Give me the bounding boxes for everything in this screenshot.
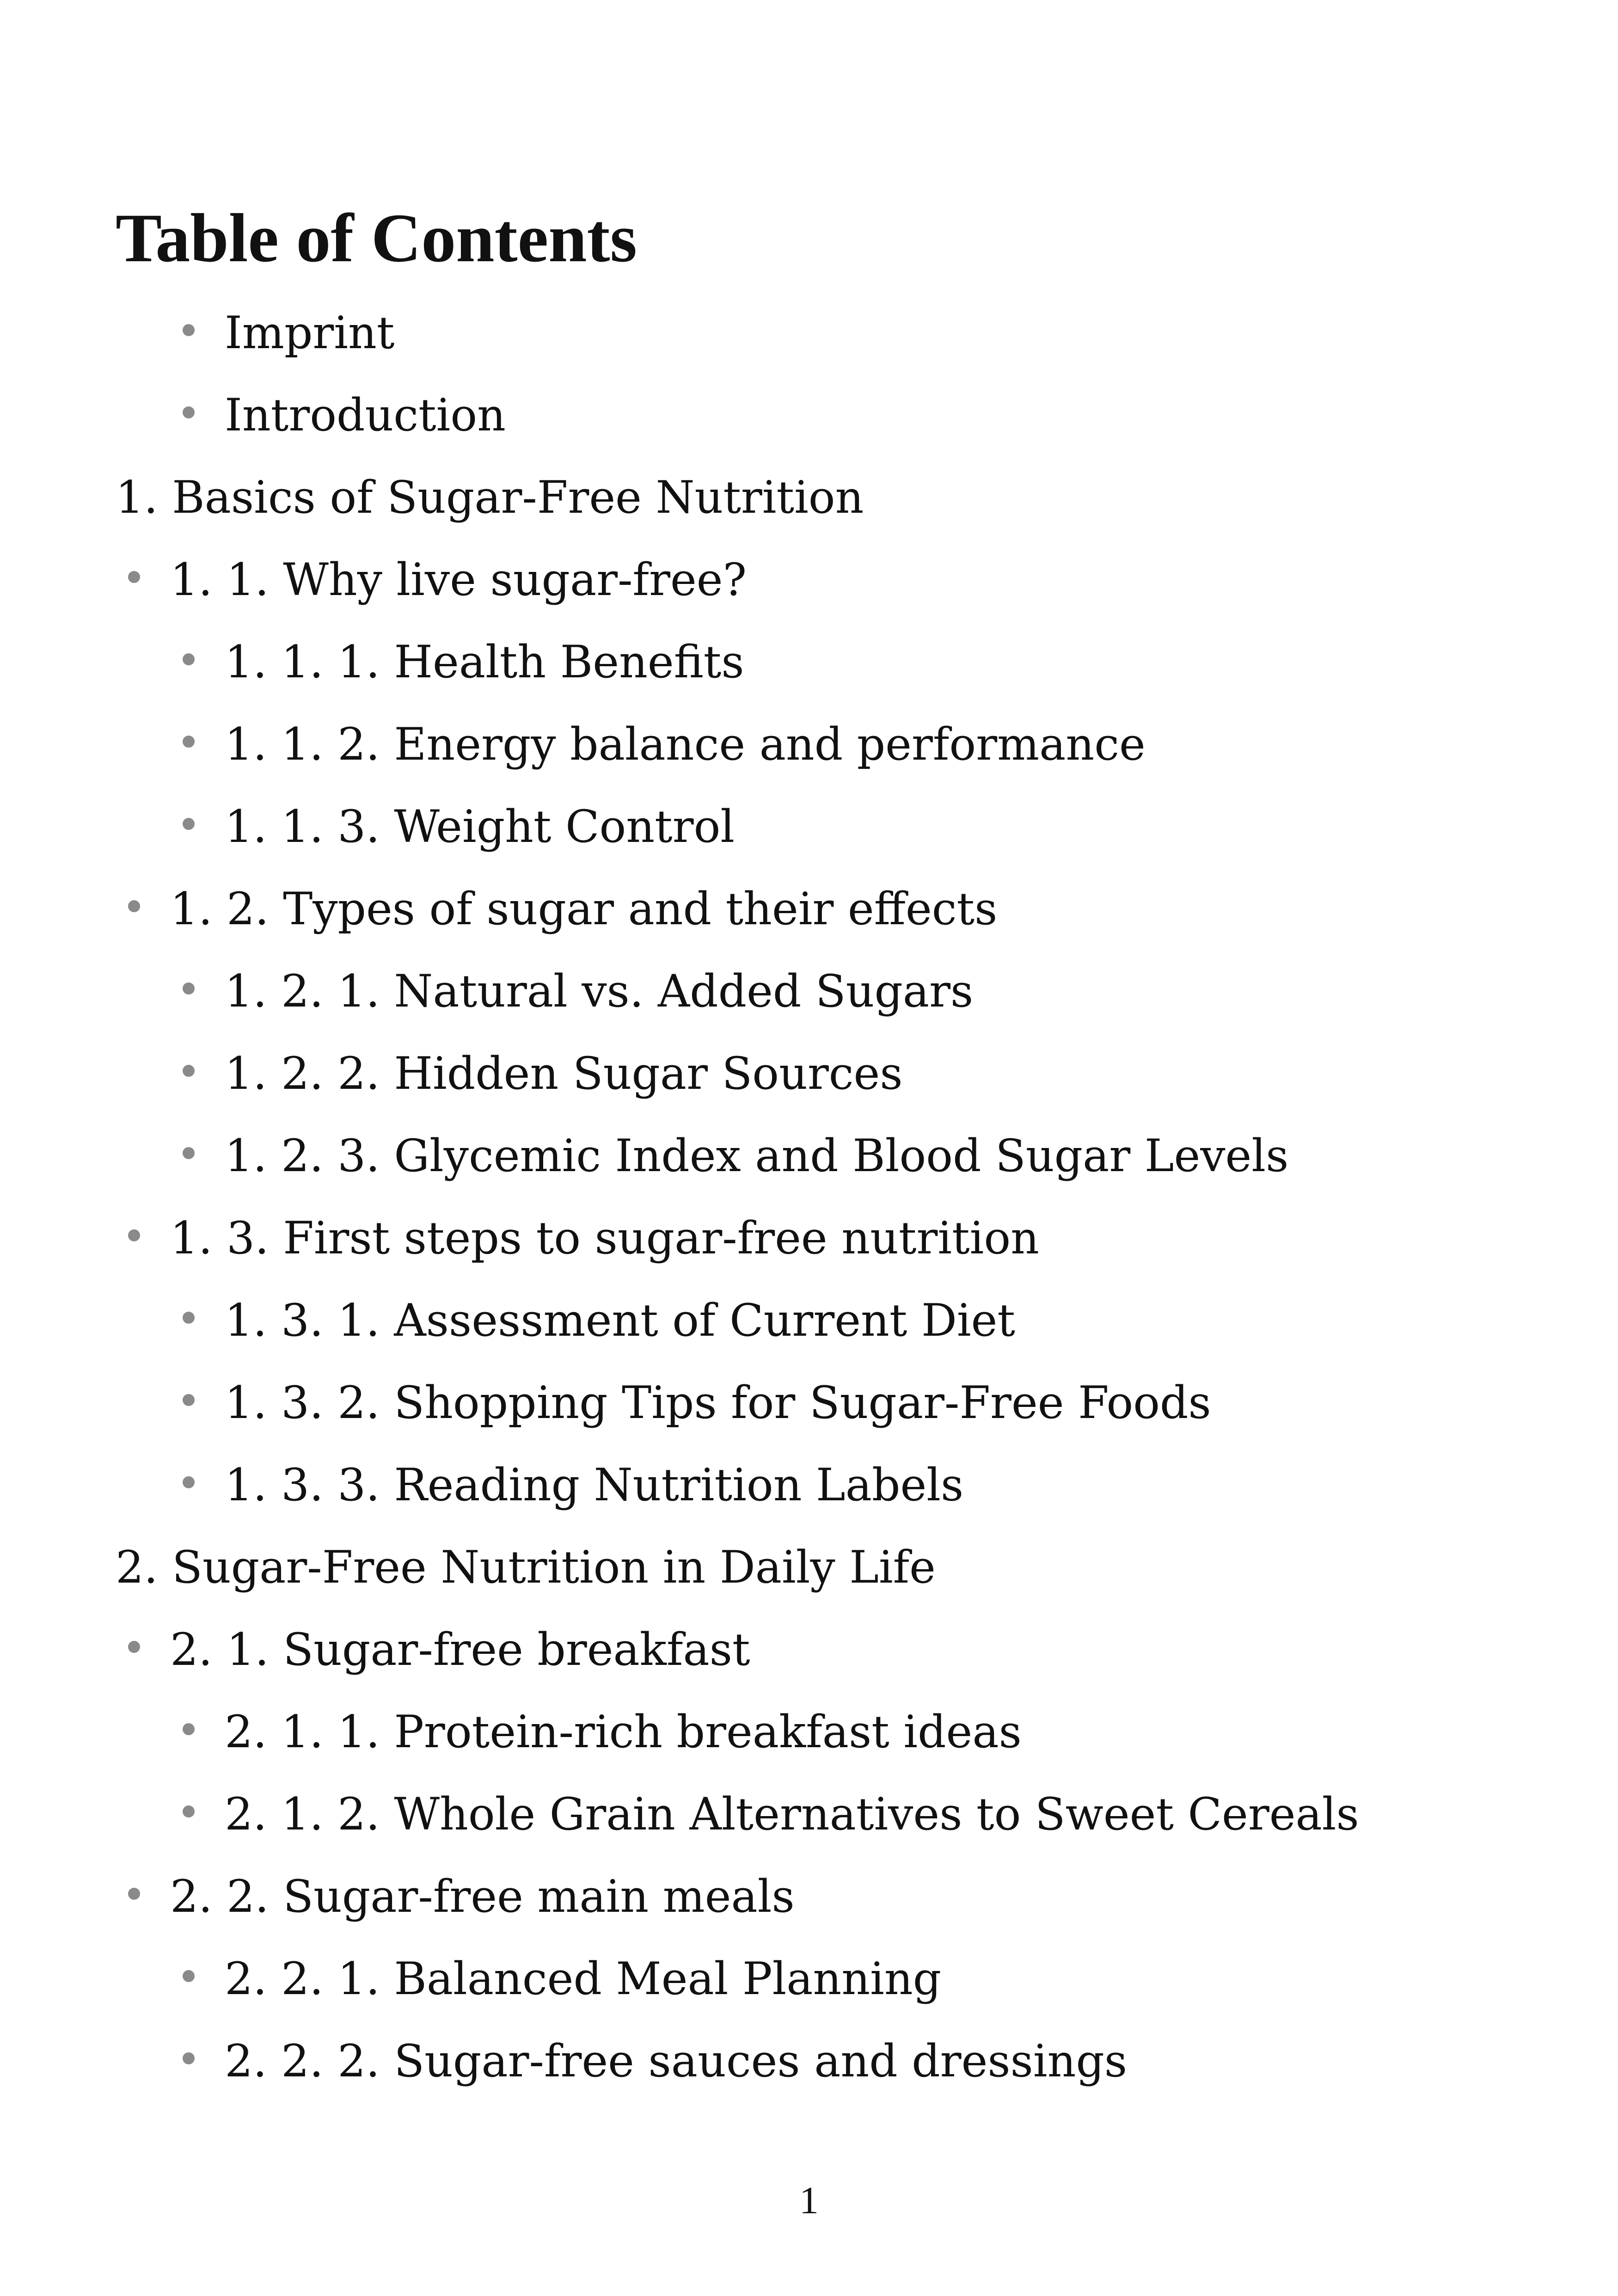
bullet-icon — [183, 653, 195, 665]
toc-entry-label: 1. 1. 3. Weight Control — [225, 801, 735, 853]
toc-entry[interactable] — [0, 1780, 1618, 1862]
toc-entry-label: 2. 2. Sugar-free main meals — [170, 1871, 795, 1922]
bullet-icon — [128, 1641, 140, 1653]
page-number: 1 — [799, 2179, 819, 2222]
bullet-icon — [183, 1065, 195, 1077]
bullet-icon — [183, 324, 195, 336]
toc-entry-label: 1. 2. 2. Hidden Sugar Sources — [225, 1048, 903, 1099]
toc-entry[interactable] — [0, 2026, 1618, 2109]
bullet-icon — [183, 818, 195, 830]
toc-entry[interactable] — [0, 1121, 1618, 1203]
toc-entry[interactable] — [0, 381, 1618, 463]
bullet-icon — [183, 1147, 195, 1159]
toc-entry[interactable] — [0, 463, 1618, 545]
toc-entry[interactable] — [0, 1203, 1618, 1286]
toc-entry-label: Introduction — [225, 389, 506, 441]
toc-entry-label: 1. 2. Types of sugar and their effects — [170, 883, 998, 935]
toc-entry[interactable] — [0, 1944, 1618, 2026]
toc-entry[interactable] — [0, 545, 1618, 627]
toc-entry-label: 1. 1. Why live sugar-free? — [170, 554, 747, 606]
toc-entry[interactable] — [0, 627, 1618, 710]
bullet-icon — [183, 982, 195, 995]
toc-entry[interactable] — [0, 298, 1618, 381]
bullet-icon — [183, 1805, 195, 1817]
bullet-icon — [183, 1312, 195, 1324]
toc-entry[interactable] — [0, 1450, 1618, 1533]
toc-entry[interactable] — [0, 1697, 1618, 1780]
toc-entry-label: 2. 1. 2. Whole Grain Alternatives to Sweet Cereals — [225, 1788, 1359, 1840]
toc-entry[interactable] — [0, 792, 1618, 874]
toc-entry-label: 1. 1. 1. Health Benefits — [225, 636, 744, 688]
bullet-icon — [183, 2052, 195, 2064]
table-of-contents — [0, 298, 1618, 2109]
bullet-icon — [183, 736, 195, 748]
toc-entry[interactable] — [0, 957, 1618, 1039]
toc-entry[interactable] — [0, 1039, 1618, 1121]
toc-entry-label: 1. Basics of Sugar-Free Nutrition — [116, 472, 864, 523]
toc-entry-label: 1. 1. 2. Energy balance and performance — [225, 718, 1146, 770]
toc-entry-label: 1. 2. 3. Glycemic Index and Blood Sugar Levels — [225, 1130, 1289, 1182]
toc-entry-label: Imprint — [225, 307, 395, 359]
toc-entry-label: 1. 3. 2. Shopping Tips for Sugar-Free Foods — [225, 1377, 1211, 1429]
toc-entry[interactable] — [0, 710, 1618, 792]
bullet-icon — [128, 571, 140, 583]
bullet-icon — [183, 1476, 195, 1488]
bullet-icon — [183, 1394, 195, 1406]
toc-entry[interactable] — [0, 874, 1618, 957]
toc-entry-label: 1. 3. 3. Reading Nutrition Labels — [225, 1459, 964, 1511]
toc-entry[interactable] — [0, 1862, 1618, 1944]
toc-entry-label: 2. 2. 2. Sugar-free sauces and dressings — [225, 2035, 1128, 2087]
toc-entry-label: 1. 3. First steps to sugar-free nutrition — [170, 1212, 1039, 1264]
bullet-icon — [183, 1723, 195, 1735]
bullet-icon — [183, 406, 195, 418]
toc-entry-label: 2. 1. 1. Protein-rich breakfast ideas — [225, 1706, 1022, 1758]
toc-entry-label: 2. 1. Sugar-free breakfast — [170, 1624, 750, 1676]
toc-entry-label: 2. Sugar-Free Nutrition in Daily Life — [116, 1541, 936, 1593]
toc-entry[interactable] — [0, 1533, 1618, 1615]
toc-entry[interactable] — [0, 1615, 1618, 1697]
toc-entry[interactable] — [0, 1368, 1618, 1450]
bullet-icon — [183, 1970, 195, 1982]
bullet-icon — [128, 900, 140, 912]
toc-entry[interactable] — [0, 1286, 1618, 1368]
toc-entry-label: 1. 2. 1. Natural vs. Added Sugars — [225, 965, 974, 1017]
toc-entry-label: 2. 2. 1. Balanced Meal Planning — [225, 1953, 942, 2005]
bullet-icon — [128, 1888, 140, 1900]
toc-entry-label: 1. 3. 1. Assessment of Current Diet — [225, 1295, 1015, 1346]
page-title: Table of Contents — [116, 200, 637, 276]
bullet-icon — [128, 1229, 140, 1241]
